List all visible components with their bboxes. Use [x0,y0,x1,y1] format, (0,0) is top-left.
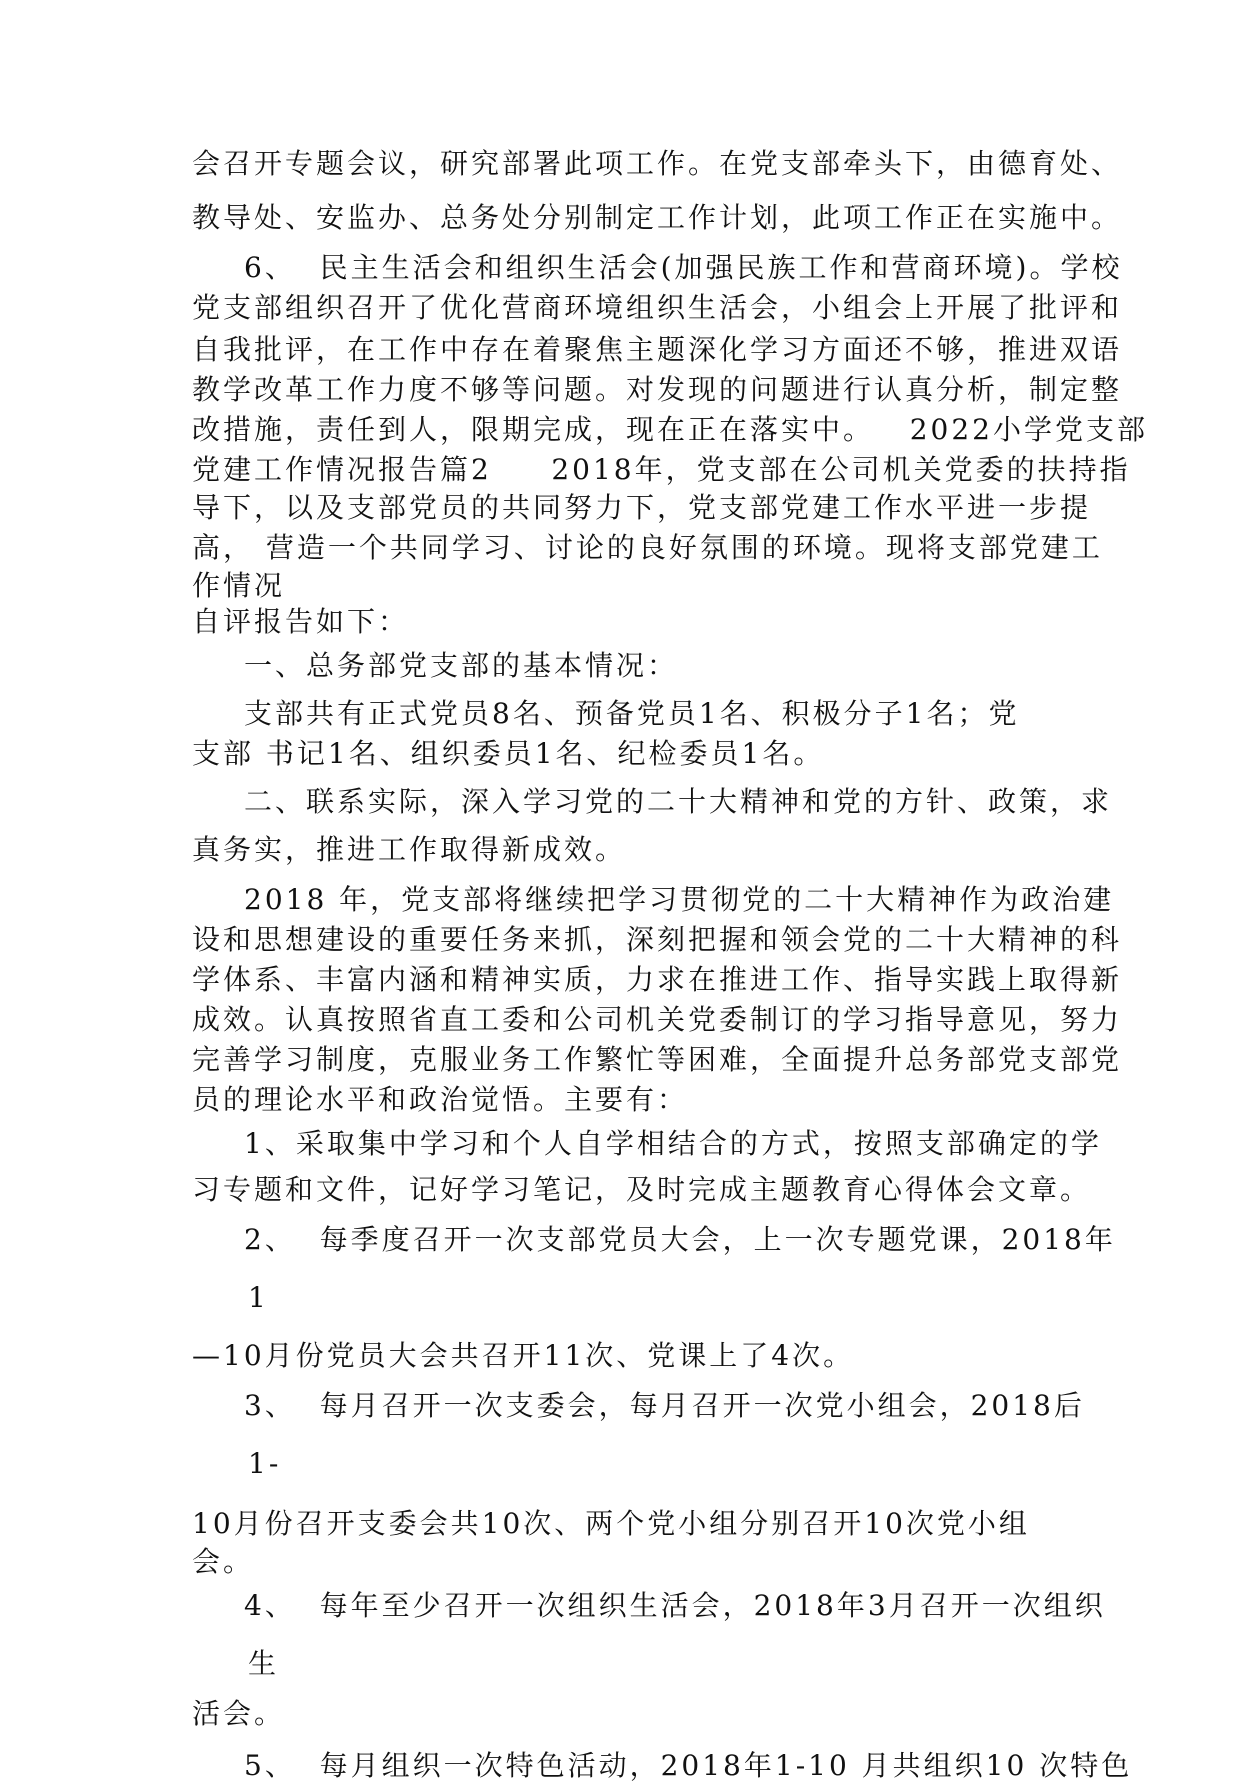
text-line: 自评报告如下： [192,605,410,638]
text-line: 10月份召开支委会共10次、两个党小组分别召开10次党小组 [192,1507,1030,1540]
text-line: 设和思想建设的重要任务来抓，深刻把握和领会党的二十大精神的科 [192,923,1123,956]
text-line: 党建工作情况报告篇2 2018年，党支部在公司机关党委的扶持指 [192,453,1131,486]
text-line: 成效。认真按照省直工委和公司机关党委制订的学习指导意见，努力 [192,1003,1123,1036]
text-line: 员的理论水平和政治觉悟。主要有： [192,1083,689,1116]
text-line: 学体系、丰富内涵和精神实质，力求在推进工作、指导实践上取得新 [192,963,1123,996]
text-line: 2018 年，党支部将继续把学习贯彻党的二十大精神作为政治建 [244,883,1115,916]
text-line: 2、 每季度召开一次支部党员大会，上一次专题党课，2018年 [244,1223,1116,1256]
text-line: 1 [248,1281,269,1314]
text-line: 支部 书记1名、组织委员1名、纪检委员1名。 [192,737,825,770]
section-heading: 二、联系实际，深入学习党的二十大精神和党的方针、政策，求 [244,785,1113,818]
section-heading: 一、总务部党支部的基本情况： [244,649,679,682]
text-line: 4、 每年至少召开一次组织生活会，2018年3月召开一次组织 [244,1589,1106,1622]
text-line: 自我批评，在工作中存在着聚焦主题深化学习方面还不够，推进双语 [192,333,1123,366]
text-line: 会召开专题会议，研究部署此项工作。在党支部牵头下，由德育处、 [192,147,1123,180]
text-line: 活会。 [192,1697,286,1730]
text-line: 1、采取集中学习和个人自学相结合的方式，按照支部确定的学 [244,1127,1102,1160]
text-line: 教学改革工作力度不够等问题。对发现的问题进行认真分析，制定整 [192,373,1123,406]
text-line: 3、 每月召开一次支委会，每月召开一次党小组会，2018后 [244,1389,1085,1422]
text-line: 高， 营造一个共同学习、讨论的良好氛围的环境。现将支部党建工 [192,531,1103,564]
text-line: —10月份党员大会共召开11次、党课上了4次。 [192,1339,855,1372]
text-line: 支部共有正式党员8名、预备党员1名、积极分子1名；党 [244,697,1020,730]
text-line: 1- [248,1447,282,1480]
text-line: 改措施，责任到人，限期完成，现在正在落实中。 2022小学党支部 [192,413,1148,446]
text-line: 会。 [192,1545,255,1578]
text-line: 习专题和文件，记好学习笔记，及时完成主题教育心得体会文章。 [192,1173,1092,1206]
text-line: 生 [248,1647,280,1680]
text-line: 真务实，推进工作取得新成效。 [192,833,627,866]
text-line: 党支部组织召开了优化营商环境组织生活会，小组会上开展了批评和 [192,291,1123,324]
text-line: 教导处、安监办、总务处分别制定工作计划，此项工作正在实施中。 [192,201,1123,234]
text-line: 6、 民主生活会和组织生活会(加强民族工作和营商环境)。学校 [244,251,1123,284]
text-line: 作情况 [192,569,286,602]
text-line: 5、 每月组织一次特色活动，2018年1-10 月共组织10 次特色 [244,1749,1133,1782]
text-line: 导下，以及支部党员的共同努力下，党支部党建工作水平进一步提 [192,491,1092,524]
text-line: 完善学习制度，克服业务工作繁忙等困难，全面提升总务部党支部党 [192,1043,1123,1076]
